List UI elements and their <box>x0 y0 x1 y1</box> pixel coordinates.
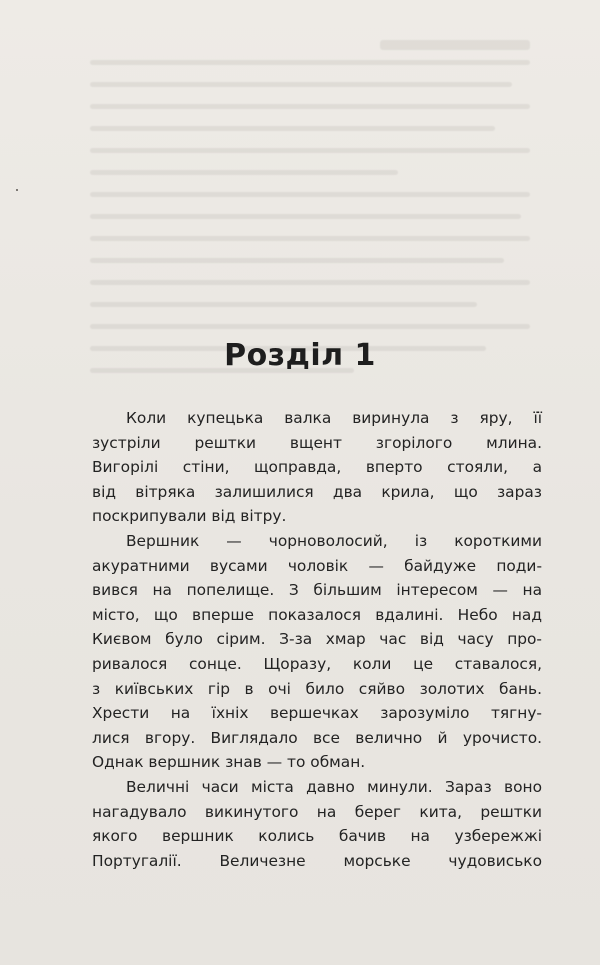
text-line: ривалося сонце. Щоразу, коли це ставалося, <box>92 654 542 673</box>
text-line: поскрипували від вітру. <box>92 507 287 526</box>
paragraph <box>92 529 542 775</box>
text-line: Києвом було сірим. З-за хмар час від часу про- <box>92 630 542 649</box>
text-line: лися вгору. Виглядало все велично й урочисто. <box>92 728 542 747</box>
text-line: нагадувало викинутого на берег кита, рештки <box>92 802 542 821</box>
paragraph <box>92 775 542 873</box>
chapter-title: Розділ 1 <box>224 338 376 373</box>
text-line: Португалії. Величезне морське чудовисько <box>92 851 542 870</box>
text-line: якого вершник колись бачив на узбережжі <box>92 827 542 846</box>
text-line: Величні часи міста давно минули. Зараз воно <box>126 777 542 796</box>
text-line: Хрести на їхніх вершечках зарозуміло тягну- <box>92 704 542 723</box>
text-line: від вітряка залишилися два крила, що зараз <box>92 482 542 501</box>
text-line: акуратними вусами чоловік — байдуже поди- <box>92 556 542 575</box>
body-text <box>92 406 542 873</box>
text-line: Однак вершник знав — то обман. <box>92 753 366 772</box>
text-line: місто, що вперше показалося вдалині. Небо над <box>92 605 542 624</box>
text-line: Коли купецька валка виринула з яру, її <box>126 409 542 427</box>
text-line: Вигорілі стіни, щоправда, вперто стояли, а <box>92 458 542 477</box>
show-through-text <box>90 60 530 450</box>
text-line: вився на попелище. З більшим інтересом — на <box>92 581 542 600</box>
paper-speck <box>16 189 18 191</box>
text-line: зустріли рештки вщент згорілого млина. <box>92 433 542 452</box>
paragraph <box>92 406 542 529</box>
text-line: з київських гір в очі било сяйво золотих бань. <box>92 679 542 698</box>
text-line: Вершник — чорноволосий, із короткими <box>126 531 542 550</box>
